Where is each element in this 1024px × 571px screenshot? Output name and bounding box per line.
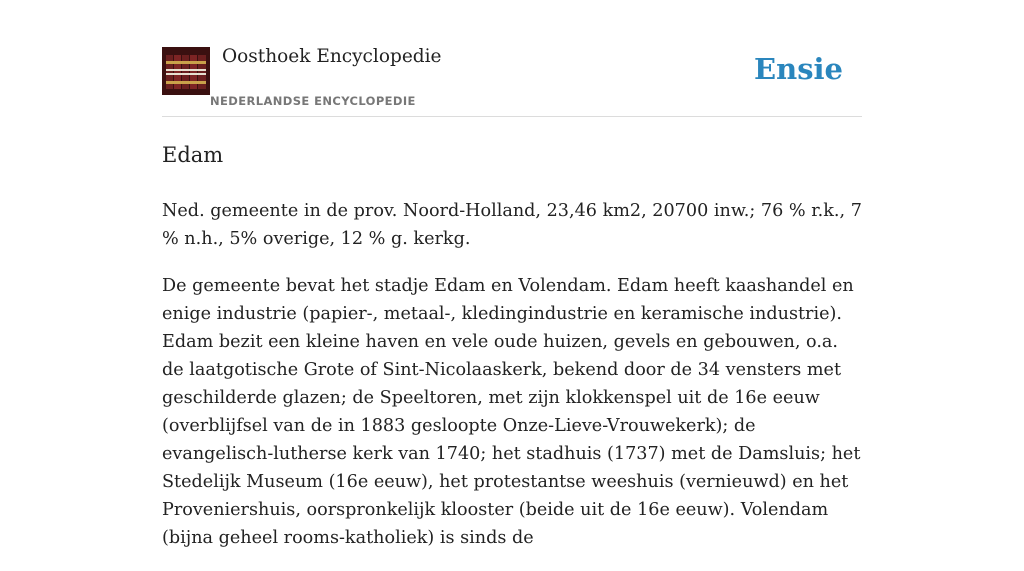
article-title: Edam [162, 143, 224, 167]
ensie-logo[interactable]: Ensie [754, 52, 843, 86]
article-paragraph: De gemeente bevat het stadje Edam en Volendam. Edam heeft kaashandel en enige industrie (papier-, metaal-, kledingindustrie en keramische industrie). Edam bezit een kleine haven en vele oude huizen, gevels en gebouwen, o.a. de laatgotische Grote of Sint-Nicolaaskerk, bekend door de 34 vensters met geschilderde glazen; de Speeltoren, met zijn klokkenspel uit de 16e eeuw (overblijfsel van de in 1883 gesloopte Onze-Lieve-Vrouwekerk); de evangelisch-lutherse kerk van 1740; het stadhuis (1737) met de Damsluis; het Stedelijk Museum (16e eeuw), het protestantse weeshuis (vernieuwd) en het Proveniershuis, oorspronkelijk klooster (beide uit de 16e eeuw). Volendam (bijna geheel rooms-katholiek) is sinds de [162, 276, 861, 548]
site-header [162, 46, 862, 117]
site-subtitle: NEDERLANDSE ENCYCLOPEDIE [210, 94, 416, 108]
site-title[interactable]: Oosthoek Encyclopedie [222, 46, 442, 67]
books-icon [162, 47, 210, 95]
article [162, 138, 862, 571]
encyclopedia-books-avatar[interactable] [162, 47, 210, 95]
article-paragraph: Ned. gemeente in de prov. Noord-Holland, 23,46 km2, 20700 inw.; 76 % r.k., 7 % n.h., 5% overige, 12 % g. kerkg. [162, 201, 862, 249]
